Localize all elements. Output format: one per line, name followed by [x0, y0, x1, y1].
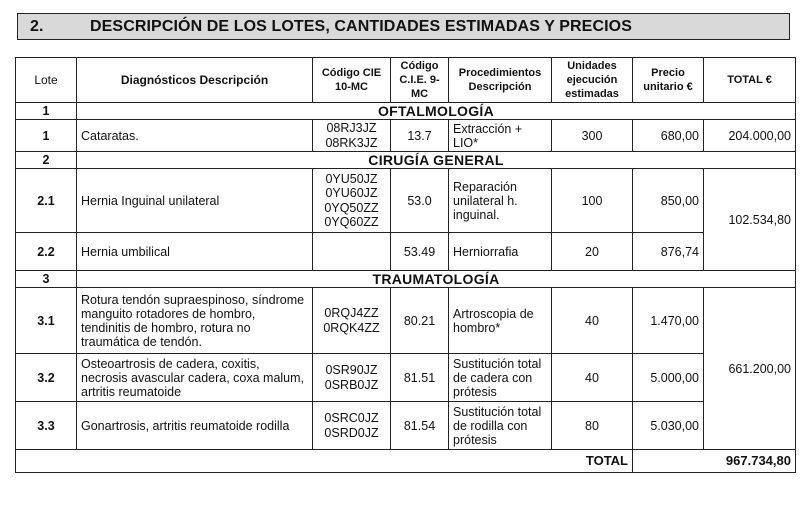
row-lote: 2.1: [16, 169, 77, 233]
lots-table: [15, 57, 796, 473]
row-diagnostico: Hernia Inguinal unilateral: [77, 169, 313, 233]
row-unidades: 300: [552, 120, 633, 152]
total-label: TOTAL: [16, 450, 633, 473]
row-cie9: 53.0: [391, 169, 449, 233]
cie10-code: 0RQK4ZZ: [323, 320, 380, 335]
section-row: [16, 271, 796, 288]
cie10-code: 0YU50JZ: [325, 171, 378, 186]
section-number: 2.: [30, 17, 44, 35]
section-title: TRAUMATOLOGÍA: [77, 271, 796, 288]
row-cie10: [313, 354, 391, 402]
col-header-precio: Precio unitario €: [633, 58, 704, 103]
section-heading: [17, 13, 790, 40]
row-procedimiento: Extracción + LIO*: [449, 120, 552, 152]
section-row: [16, 152, 796, 169]
group-total-lote3: 661.200,00: [704, 288, 796, 450]
table-row: [16, 120, 796, 152]
row-unidades: 20: [552, 233, 633, 271]
row-cie9: 13.7: [391, 120, 449, 152]
section-title: OFTALMOLOGÍA: [77, 103, 796, 120]
header-row: [16, 58, 796, 103]
row-diagnostico: Hernia umbilical: [77, 233, 313, 271]
cie10-code: 0YU60JZ: [325, 186, 378, 200]
row-precio: 850,00: [633, 169, 704, 233]
row-cie9: 81.54: [391, 402, 449, 450]
section-title: DESCRIPCIÓN DE LOS LOTES, CANTIDADES ESTIMADAS Y PRECIOS: [90, 17, 632, 35]
row-precio: 1.470,00: [633, 288, 704, 354]
section-lote: 1: [16, 103, 77, 120]
row-diagnostico: Osteoartrosis de cadera, coxitis, necrosis avascular cadera, coxa malum, artritis reumatoide: [77, 354, 313, 402]
cie10-code: 0RQJ4ZZ: [324, 306, 379, 320]
group-total-lote2: 102.534,80: [704, 169, 796, 271]
row-unidades: 40: [552, 354, 633, 402]
row-cie9: 53.49: [391, 233, 449, 271]
total-row: [16, 450, 796, 473]
row-unidades: 100: [552, 169, 633, 233]
row-cie9: 81.51: [391, 354, 449, 402]
row-precio: 876,74: [633, 233, 704, 271]
cie10-code: 0SRD0JZ: [324, 425, 379, 440]
table-row: [16, 402, 796, 450]
row-lote: 3.1: [16, 288, 77, 354]
cie10-code: 08RK3JZ: [325, 135, 378, 150]
row-procedimiento: Sustitución total de cadera con prótesis: [449, 354, 552, 402]
row-precio: 680,00: [633, 120, 704, 152]
row-diagnostico: Cataratas.: [77, 120, 313, 152]
row-total: 204.000,00: [704, 120, 796, 152]
row-diagnostico: Gonartrosis, artritis reumatoide rodilla: [77, 402, 313, 450]
section-lote: 3: [16, 271, 77, 288]
row-precio: 5.000,00: [633, 354, 704, 402]
row-precio: 5.030,00: [633, 402, 704, 450]
row-cie10: [313, 120, 391, 152]
section-row: [16, 103, 796, 120]
row-cie10: [313, 233, 391, 271]
row-diagnostico: Rotura tendón supraespinoso, síndrome manguito rotadores de hombro, tendinitis de hombro, rotura no traumática de tendón.: [77, 288, 313, 354]
section-title: CIRUGÍA GENERAL: [77, 152, 796, 169]
row-lote: 1: [16, 120, 77, 152]
col-header-diagnosticos: Diagnósticos Descripción: [77, 58, 313, 103]
table-row: [16, 288, 796, 354]
col-header-unidades: Unidades ejecución estimadas: [552, 58, 633, 103]
cie10-code: 0YQ60ZZ: [324, 215, 379, 229]
row-lote: 3.3: [16, 402, 77, 450]
row-cie10: [313, 402, 391, 450]
table-row: [16, 169, 796, 233]
row-unidades: 40: [552, 288, 633, 354]
row-procedimiento: Herniorrafia: [449, 233, 552, 271]
row-lote: 3.2: [16, 354, 77, 402]
table-row: [16, 233, 796, 271]
col-header-lote: Lote: [16, 58, 77, 103]
row-cie10: [313, 169, 391, 233]
total-value: 967.734,80: [633, 450, 796, 473]
col-header-total: TOTAL €: [704, 58, 796, 103]
col-header-cie10: Código CIE 10-MC: [313, 58, 391, 103]
cie10-code: 08RJ3JZ: [326, 121, 377, 135]
cie10-code: 0SR90JZ: [325, 363, 378, 377]
row-unidades: 80: [552, 402, 633, 450]
row-cie9: 80.21: [391, 288, 449, 354]
row-procedimiento: Reparación unilateral h. inguinal.: [449, 169, 552, 233]
section-lote: 2: [16, 152, 77, 169]
row-procedimiento: Sustitución total de rodilla con prótesis: [449, 402, 552, 450]
table-row: [16, 354, 796, 402]
col-header-procedimientos: Procedimientos Descripción: [449, 58, 552, 103]
cie10-code: 0SRB0JZ: [324, 377, 379, 392]
cie10-code: 0YQ50ZZ: [324, 200, 379, 215]
row-procedimiento: Artroscopia de hombro*: [449, 288, 552, 354]
row-cie10: [313, 288, 391, 354]
cie10-code: 0SRC0JZ: [324, 411, 379, 425]
col-header-cie9: Código C.I.E. 9-MC: [391, 58, 449, 103]
row-lote: 2.2: [16, 233, 77, 271]
